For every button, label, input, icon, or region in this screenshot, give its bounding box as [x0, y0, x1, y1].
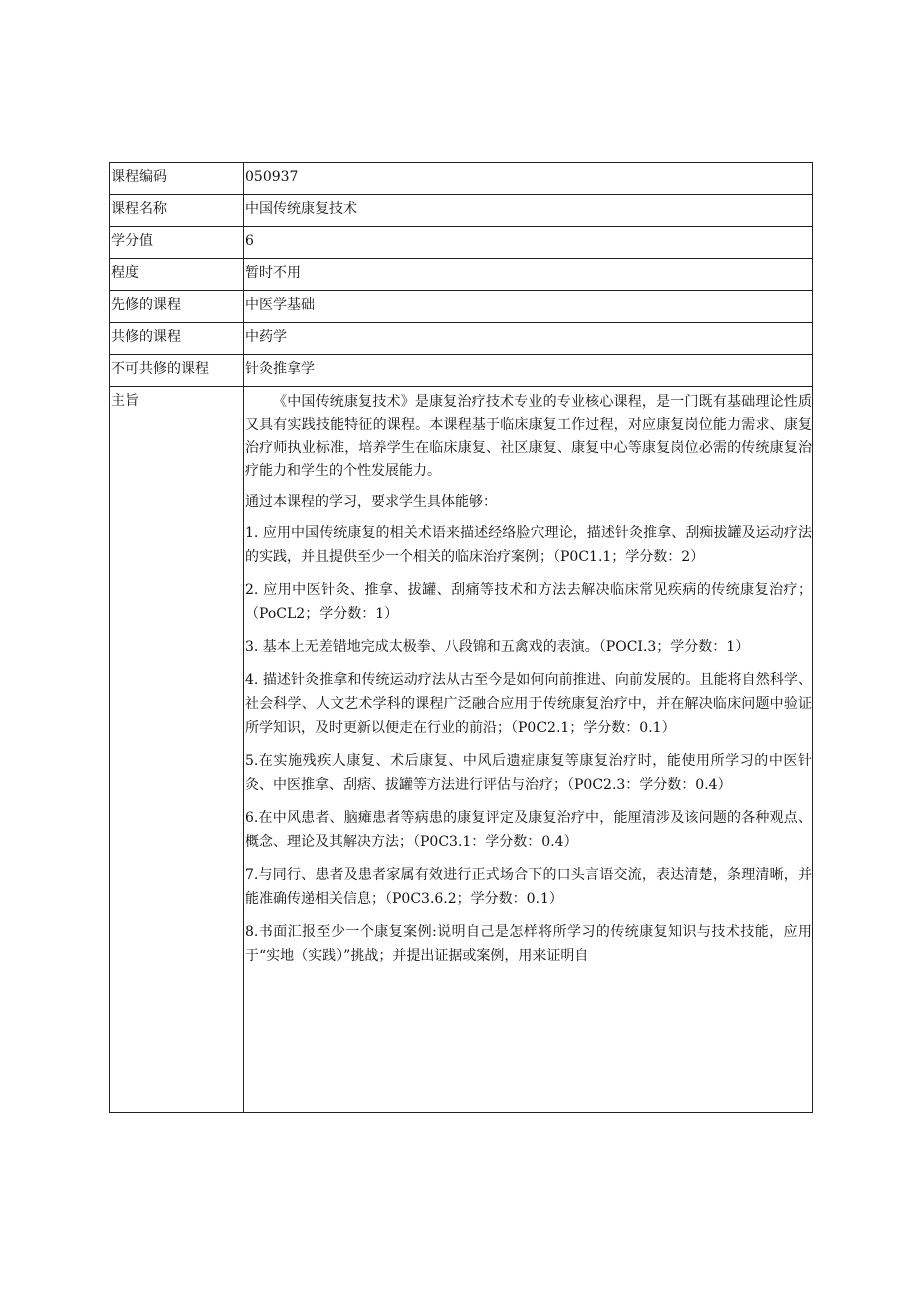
row-level: [110, 259, 813, 291]
excluded-course-value: 针灸推拿学: [244, 355, 813, 387]
row-course-code: [110, 163, 813, 195]
level-value: 暂时不用: [244, 259, 813, 291]
level-label: 程度: [110, 259, 244, 291]
goal-item: 3. 基本上无差错地完成太极拳、八段锦和五禽戏的表演。（POCI.3；学分数：1）: [245, 639, 750, 655]
course-code-value: 050937: [244, 163, 813, 195]
credits-label: 学分值: [110, 227, 244, 259]
aim-label: 主旨: [110, 387, 244, 1113]
course-info-sheet: [109, 162, 811, 1113]
row-prerequisite: [110, 291, 813, 323]
aim-lead: 通过本课程的学习，要求学生具体能够：: [245, 494, 497, 510]
row-corequisite: [110, 323, 813, 355]
course-name-value: 中国传统康复技术: [244, 195, 813, 227]
goal-item: 6.在中风患者、脑瘫患者等病患的康复评定及康复治疗中，能厘清涉及该问题的各种观点、概念、理论及其解决方法；（P0C3.1：学分数：0.4）: [245, 810, 812, 850]
aim-content: [244, 387, 813, 1113]
row-credits: [110, 227, 813, 259]
corequisite-value: 中药学: [244, 323, 813, 355]
goal-item: 1. 应用中国传统康复的相关术语来描述经络脸穴理论，描述针灸推拿、刮痴拔罐及运动疗法的实践，并且提供至少一个相关的临床治疗案例；（P0C1.1；学分数：2）: [245, 525, 812, 565]
goal-item: 8.书面汇报至少一个康复案例:说明自己是怎样将所学习的传统康复知识与技术技能，应用于“实地（实践）”挑战；并提出证据或案例，用来证明自: [245, 924, 812, 964]
corequisite-label: 共修的课程: [110, 323, 244, 355]
goal-item: 4. 描述针灸推拿和传统运动疗法从古至今是如何向前推进、向前发展的。且能将自然科学、社会科学、人文艺术学科的课程广泛融合应用于传统康复治疗中，并在解决临床问题中验证所学知识，及时更新以便走在行业的前沿；（P0C2.1；学分数：0.1）: [245, 672, 812, 736]
prerequisite-value: 中医学基础: [244, 291, 813, 323]
course-code-label: 课程编码: [110, 163, 244, 195]
goal-item: 7.与同行、患者及患者家属有效进行正式场合下的口头言语交流，表达清楚，条理清晰，并能准确传递相关信息；（P0C3.6.2；学分数：0.1）: [245, 867, 812, 907]
course-info-table: [109, 162, 813, 1113]
credits-value: 6: [244, 227, 813, 259]
course-name-label: 课程名称: [110, 195, 244, 227]
row-course-name: [110, 195, 813, 227]
excluded-course-label: 不可共修的课程: [110, 355, 244, 387]
row-aim: [110, 387, 813, 1113]
aim-intro: 《中国传统康复技术》是康复治疗技术专业的专业核心课程，是一门既有基础理论性质又具有实践技能特征的课程。本课程基于临床康复工作过程，对应康复岗位能力需求、康复治疗师执业标准，培养学生在临床康复、社区康复、康复中心等康复岗位必需的传统康复治疗能力和学生的个性发展能力。: [245, 394, 812, 479]
row-excluded-course: [110, 355, 813, 387]
goal-item: 2. 应用中医针灸、推拿、拔罐、刮痛等技术和方法去解决临床常见疾病的传统康复治疗；（PoCL2；学分数：1）: [245, 582, 812, 622]
prerequisite-label: 先修的课程: [110, 291, 244, 323]
goal-item: 5.在实施残疾人康复、术后康复、中风后遗症康复等康复治疗时，能使用所学习的中医针灸、中医推拿、刮痞、拔罐等方法进行评估与治疗；（P0C2.3：学分数：0.4）: [245, 753, 812, 793]
